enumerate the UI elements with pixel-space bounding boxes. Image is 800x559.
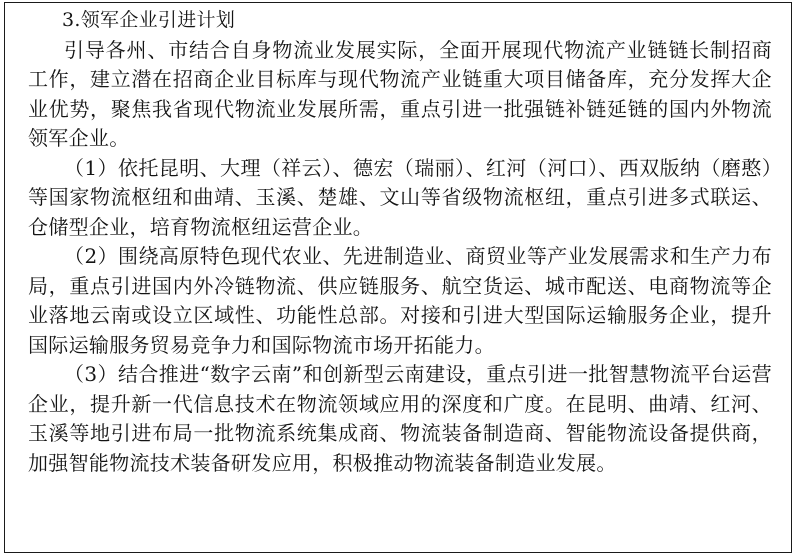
section-heading: 3.领军企业引进计划 bbox=[62, 9, 236, 31]
paragraph-item-1: （1）依托昆明、大理（祥云）、德宏（瑞丽）、红河（河口）、西双版纳（磨憨）等国家物流枢纽和曲靖、玉溪、楚雄、文山等省级物流枢纽，重点引进多式联运、仓储型企业，培育物流枢纽运营企业。 bbox=[28, 155, 772, 239]
paragraph-item-2: （2）围绕高原特色现代农业、先进制造业、商贸业等产业发展需求和生产力布局，重点引进国内外冷链物流、供应链服务、航空货运、城市配送、电商物流等企业落地云南或设立区域性、功能性总部。对接和引进大型国际运输服务企业，提升国际运输服务贸易竞争力和国际物流市场开拓能力。 bbox=[28, 244, 772, 357]
paragraph-intro: 引导各州、市结合自身物流业发展实际，全面开展现代物流产业链链长制招商工作，建立潜在招商企业目标库与现代物流产业链重大项目储备库，充分发挥大企业优势，聚焦我省现代物流业发展所需，重点引进一批强链补链延链的国内外物流领军企业。 bbox=[28, 37, 772, 150]
paragraph-item-3: （3）结合推进“数字云南”和创新型云南建设，重点引进一批智慧物流平台运营企业，提升新一代信息技术在物流领域应用的深度和广度。在昆明、曲靖、红河、玉溪等地引进布局一批物流系统集成商、物流装备制造商、智能物流设备提供商，加强智能物流技术装备研发应用，积极推动物流装备制造业发展。 bbox=[28, 362, 772, 475]
document-body bbox=[28, 6, 772, 478]
